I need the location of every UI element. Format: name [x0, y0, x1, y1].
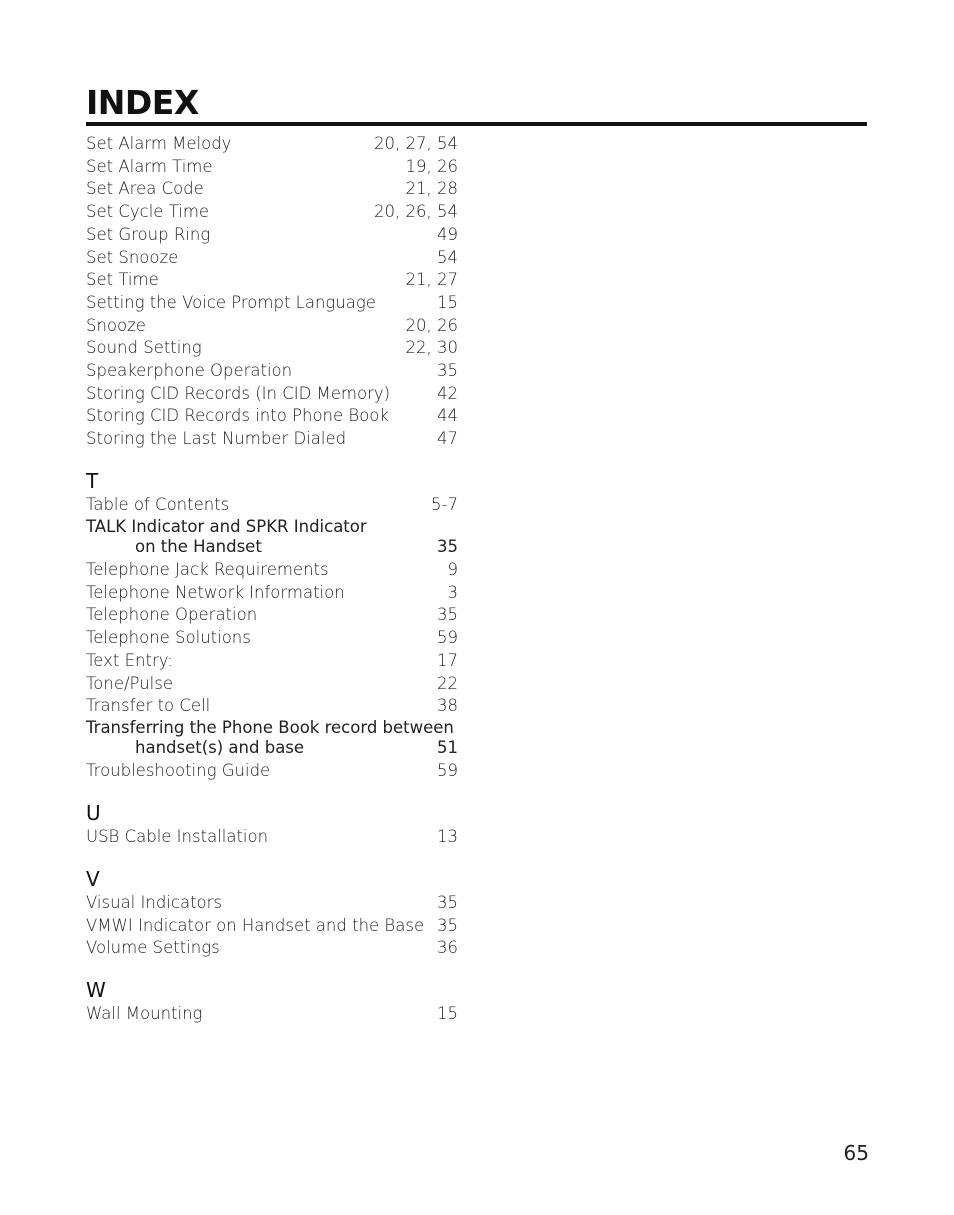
index-section-u [86, 800, 458, 849]
index-term: Storing the Last Number Dialed [86, 429, 347, 449]
index-pages: 15 [437, 292, 458, 312]
index-pages: 22 [437, 673, 458, 693]
index-pages: 35 [437, 536, 458, 556]
index-entry [86, 133, 458, 156]
index-term: Telephone Solutions [86, 628, 251, 648]
index-term: Transferring the Phone Book record between [86, 717, 454, 737]
index-pages: 49 [437, 224, 458, 244]
index-term: Snooze [86, 315, 146, 335]
index-term: Set Time [86, 270, 159, 290]
index-term: Set Area Code [86, 179, 204, 199]
index-column [86, 133, 458, 1026]
index-entry [86, 178, 458, 201]
index-section-t [86, 468, 458, 783]
index-entry [86, 559, 458, 582]
index-entry [86, 224, 458, 247]
index-pages: 35 [437, 605, 458, 625]
index-entry [86, 517, 458, 560]
index-pages: 35 [437, 892, 458, 912]
index-entry [86, 494, 458, 517]
index-pages: 59 [437, 761, 458, 781]
index-term: VMWI Indicator on Handset and the Base [86, 915, 425, 935]
index-section-s [86, 133, 458, 451]
index-term: Troubleshooting Guide [86, 761, 271, 781]
index-term: Table of Contents [86, 494, 230, 514]
index-pages: 42 [437, 383, 458, 403]
index-entry [86, 650, 458, 673]
index-pages: 3 [447, 582, 458, 602]
title-rule [86, 122, 867, 126]
index-pages: 21, 27 [405, 270, 458, 290]
index-entry [86, 915, 458, 938]
index-entry [86, 269, 458, 292]
index-term: TALK Indicator and SPKR Indicator [86, 516, 367, 536]
index-term: Set Group Ring [86, 224, 211, 244]
index-entry [86, 315, 458, 338]
index-entry [86, 383, 458, 406]
index-entry [86, 292, 458, 315]
index-pages: 22, 30 [405, 338, 458, 358]
index-term: Volume Settings [86, 938, 220, 958]
index-pages: 19, 26 [405, 156, 458, 176]
index-entry [86, 760, 458, 783]
index-pages: 15 [437, 1003, 458, 1023]
index-entry [86, 937, 458, 960]
index-term-continued: on the Handset [135, 536, 262, 556]
index-section-v [86, 866, 458, 960]
index-term: Telephone Jack Requirements [86, 560, 329, 580]
index-entry [86, 627, 458, 650]
page-title: INDEX [86, 83, 199, 122]
index-term: Transfer to Cell [86, 696, 211, 716]
index-entry [86, 673, 458, 696]
index-pages: 20, 26, 54 [374, 202, 458, 222]
index-pages: 20, 26 [405, 315, 458, 335]
index-pages: 44 [437, 406, 458, 426]
index-pages: 5-7 [431, 494, 458, 514]
index-pages: 47 [437, 429, 458, 449]
section-letter: W [86, 977, 106, 1002]
index-entry [86, 582, 458, 605]
section-letter: V [86, 866, 100, 891]
index-term: Visual Indicators [86, 892, 223, 912]
index-entry [86, 156, 458, 179]
index-pages: 13 [437, 827, 458, 847]
index-entry [86, 247, 458, 270]
index-term: USB Cable Installation [86, 827, 269, 847]
index-term: Storing CID Records into Phone Book [86, 406, 389, 426]
index-term: Wall Mounting [86, 1003, 203, 1023]
section-letter: T [86, 468, 99, 493]
index-pages: 38 [437, 696, 458, 716]
index-pages: 35 [437, 361, 458, 381]
index-term: Set Alarm Time [86, 156, 213, 176]
index-pages: 17 [437, 650, 458, 670]
index-entry [86, 718, 458, 761]
index-entry [86, 604, 458, 627]
index-term: Set Snooze [86, 247, 179, 267]
index-entry [86, 360, 458, 383]
index-pages: 21, 28 [405, 179, 458, 199]
index-pages: 20, 27, 54 [374, 134, 458, 153]
index-term-continued: handset(s) and base [135, 737, 305, 757]
index-entry [86, 337, 458, 360]
index-pages: 35 [437, 915, 458, 935]
index-entry [86, 1003, 458, 1026]
index-term: Telephone Network Information [86, 582, 345, 602]
index-term: Sound Setting [86, 338, 202, 358]
index-term: Storing CID Records (In CID Memory) [86, 383, 391, 403]
section-letter: U [86, 801, 101, 826]
index-section-w [86, 977, 458, 1026]
page-number: 65 [843, 1141, 869, 1165]
index-entry [86, 405, 458, 428]
index-entry [86, 826, 458, 849]
index-entry [86, 892, 458, 915]
index-term: Set Cycle Time [86, 202, 210, 222]
index-entry [86, 695, 458, 718]
index-term: Setting the Voice Prompt Language [86, 292, 376, 312]
index-pages: 54 [437, 247, 458, 267]
index-pages: 36 [437, 938, 458, 958]
index-term: Telephone Operation [86, 605, 258, 625]
index-term: Set Alarm Melody [86, 134, 232, 153]
index-term: Text Entry: [86, 650, 173, 670]
index-pages: 51 [437, 737, 458, 757]
index-entry [86, 428, 458, 451]
index-term: Speakerphone Operation [86, 361, 293, 381]
index-term: Tone/Pulse [86, 673, 173, 693]
index-pages: 9 [447, 560, 458, 580]
index-entry [86, 201, 458, 224]
index-pages: 59 [437, 628, 458, 648]
